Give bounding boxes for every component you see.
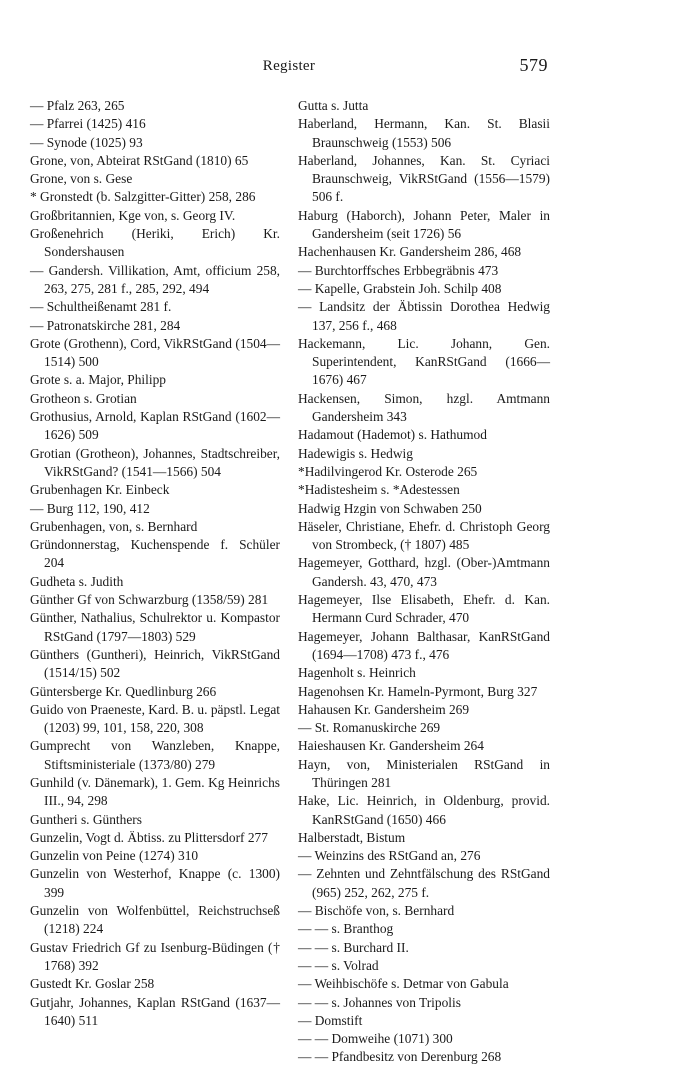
index-entry: — Burchtorffsches Erbbegräbnis 473 xyxy=(298,262,499,278)
index-column-left xyxy=(30,97,280,1030)
index-entry: Halberstadt, Bistum xyxy=(298,829,406,845)
running-head-title: Register xyxy=(262,58,316,74)
index-entry: Haieshausen Kr. Gandersheim 264 xyxy=(298,738,484,754)
index-entry: *Hadistesheim s. *Adestessen xyxy=(298,482,460,498)
index-entry: Hahausen Kr. Gandersheim 269 xyxy=(298,701,470,717)
index-entry: Haberland, Hermann, Kan. St. Blasii Braunschweig (1553) 506 xyxy=(298,116,550,150)
index-entry: — Domstift xyxy=(298,1012,363,1028)
index-entry: Gunzelin, Vogt d. Äbtiss. zu Plittersdorf 277 xyxy=(30,829,268,845)
index-entry: — St. Romanuskirche 269 xyxy=(298,720,441,736)
index-entry: — — s. Branthog xyxy=(298,921,394,937)
index-entry: — Kapelle, Grabstein Joh. Schilp 408 xyxy=(298,280,502,296)
index-entry: Güntersberge Kr. Quedlinburg 266 xyxy=(30,683,217,699)
index-entry: — Zehnten und Zehntfälschung des RStGand (965) 252, 262, 275 f. xyxy=(298,866,550,900)
index-entry: Häseler, Christiane, Ehefr. d. Christoph Georg von Strombeck, († 1807) 485 xyxy=(298,518,550,553)
index-entry: — Pfalz 263, 265 xyxy=(30,98,125,113)
index-entry: Guido von Praeneste, Kard. B. u. päpstl. Legat (1203) 99, 101, 158, 220, 308 xyxy=(30,701,280,736)
index-entry: Gudheta s. Judith xyxy=(30,573,124,589)
index-entry: Hackensen, Simon, hzgl. Amtmann Gandersheim 343 xyxy=(298,390,550,425)
index-entry: — — Domweihe (1071) 300 xyxy=(298,1031,453,1047)
index-entry: Gunzelin von Westerhof, Knappe (c. 1300) 399 xyxy=(30,866,280,900)
index-entry: Hagemeyer, Johann Balthasar, KanRStGand (1694—1708) 473 f., 476 xyxy=(298,628,550,662)
index-entry: Hadewigis s. Hedwig xyxy=(298,445,413,461)
index-entry: — Synode (1025) 93 xyxy=(30,134,143,150)
index-entry: Hachenhausen Kr. Gandersheim 286, 468 xyxy=(298,244,522,260)
index-entry: — Gandersh. Villikation, Amt, officium 258, 263, 275, 281 f., 285, 292, 494 xyxy=(30,262,280,296)
index-entry: — Weihbischöfe s. Detmar von Gabula xyxy=(298,976,509,992)
index-entry: Günther Gf von Schwarzburg (1358/59) 281 xyxy=(30,592,269,608)
index-entry: Großbritannien, Kge von, s. Georg IV. xyxy=(30,207,236,223)
page-number: 579 xyxy=(519,55,548,75)
index-entry: — — s. Volrad xyxy=(298,957,379,973)
index-entry: Grubenhagen, von, s. Bernhard xyxy=(30,518,198,534)
index-entry: — Bischöfe von, s. Bernhard xyxy=(298,903,455,919)
index-entry: Hagenohsen Kr. Hameln-Pyrmont, Burg 327 xyxy=(298,683,538,699)
index-entry: Gunhild (v. Dänemark), 1. Gem. Kg Heinrichs III., 94, 298 xyxy=(30,774,280,809)
index-entry: Grone, von s. Gese xyxy=(30,171,133,187)
index-entry: — Weinzins des RStGand an, 276 xyxy=(298,848,481,864)
index-entry: Grotian (Grotheon), Johannes, Stadtschreiber, VikRStGand? (1541—1566) 504 xyxy=(30,445,280,479)
index-entry: Hagemeyer, Ilse Elisabeth, Ehefr. d. Kan. Hermann Curd Schrader, 470 xyxy=(298,592,550,626)
index-entry: Günthers (Guntheri), Heinrich, VikRStGand (1514/15) 502 xyxy=(30,646,280,681)
index-entry: Grone, von, Abteirat RStGand (1810) 65 xyxy=(30,152,249,168)
index-entry: Gunzelin von Wolfenbüttel, Reichstruchseß (1218) 224 xyxy=(30,903,280,937)
index-entry: Grubenhagen Kr. Einbeck xyxy=(30,482,170,498)
index-entry: Hayn, von, Ministerialen RStGand in Thüringen 281 xyxy=(298,756,550,790)
index-entry: Gumprecht von Wanzleben, Knappe, Stiftsministeriale (1373/80) 279 xyxy=(30,738,280,772)
index-entry: — Burg 112, 190, 412 xyxy=(30,500,150,516)
index-column-right xyxy=(298,97,550,1067)
index-entry: Hackemann, Lic. Johann, Gen. Superintendent, KanRStGand (1666—1676) 467 xyxy=(298,335,550,388)
index-entry: Hadamout (Hademot) s. Hathumod xyxy=(298,427,487,443)
index-entry: Haburg (Haborch), Johann Peter, Maler in Gandersheim (seit 1726) 56 xyxy=(298,207,550,242)
index-entry: — Landsitz der Äbtissin Dorothea Hedwig 137, 256 f., 468 xyxy=(298,299,550,333)
index-entry: — Schultheißenamt 281 f. xyxy=(30,299,172,315)
index-entry: Großenehrich (Heriki, Erich) Kr. Sondershausen xyxy=(30,226,280,260)
index-entry: Guntheri s. Günthers xyxy=(30,811,142,827)
running-header xyxy=(0,55,700,82)
index-entry: * Gronstedt (b. Salzgitter-Gitter) 258, 286 xyxy=(30,189,256,205)
index-entry: — — s. Burchard II. xyxy=(298,939,409,955)
index-entry: Haberland, Johannes, Kan. St. Cyriaci Braunschweig, VikRStGand (1556—1579) 506 f. xyxy=(298,152,550,205)
index-entry: Hagenholt s. Heinrich xyxy=(298,665,416,681)
index-entry: Gunzelin von Peine (1274) 310 xyxy=(30,848,199,864)
index-entry: Hagemeyer, Gotthard, hzgl. (Ober-)Amtmann Gandersh. 43, 470, 473 xyxy=(298,555,550,589)
index-entry: Grote (Grothenn), Cord, VikRStGand (1504—1514) 500 xyxy=(30,335,280,370)
index-entry: — Patronatskirche 281, 284 xyxy=(30,317,181,333)
index-entry: Gutta s. Jutta xyxy=(298,98,369,113)
index-entry: Gustav Friedrich Gf zu Isenburg-Büdingen († 1768) 392 xyxy=(30,939,280,973)
index-entry: — Pfarrei (1425) 416 xyxy=(30,116,146,132)
index-entry: Gustedt Kr. Goslar 258 xyxy=(30,976,155,992)
index-entry: Gutjahr, Johannes, Kaplan RStGand (1637—1640) 511 xyxy=(30,994,280,1028)
index-entry: Hake, Lic. Heinrich, in Oldenburg, provid. KanRStGand (1650) 466 xyxy=(298,793,550,827)
index-entry: Günther, Nathalius, Schulrektor u. Kompastor RStGand (1797—1803) 529 xyxy=(30,610,280,644)
index-entry: Grote s. a. Major, Philipp xyxy=(30,372,166,388)
index-entry: — — Pfandbesitz von Derenburg 268 xyxy=(298,1049,502,1065)
index-entry: *Hadilvingerod Kr. Osterode 265 xyxy=(298,463,478,479)
index-entry: Grotheon s. Grotian xyxy=(30,390,137,406)
index-entry: Hadwig Hzgin von Schwaben 250 xyxy=(298,500,482,516)
index-entry: Gründonnerstag, Kuchenspende f. Schüler 204 xyxy=(30,537,280,571)
index-entry: — — s. Johannes von Tripolis xyxy=(298,994,461,1010)
index-entry: Grothusius, Arnold, Kaplan RStGand (1602—1626) 509 xyxy=(30,409,280,443)
